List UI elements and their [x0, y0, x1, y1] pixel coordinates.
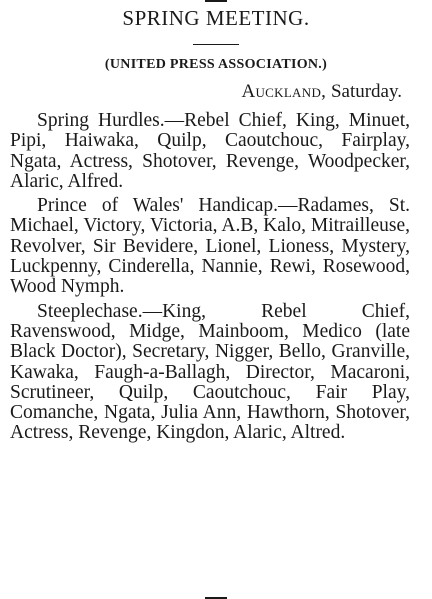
- dateline: [241, 81, 402, 103]
- headline: SPRING MEETING.: [122, 6, 310, 30]
- headline-rule: [193, 44, 239, 45]
- dateline-place: Auckland,: [241, 81, 327, 102]
- top-rule: [205, 0, 227, 2]
- article-body: [10, 111, 410, 448]
- entry-steeplechase: Steeplechase.—King, Rebel Chief, Ravenswood, Midge, Mainboom, Medico (late Black Doctor), Secretary, Nigger, Bello, Granville, Kawaka, Faugh-a-Ballagh, Director, Macaroni, Scrutineer, Quilp, Caoutchouc, Fair Play, Comanche, Ngata, Julia Ann, Hawthorn, Shotover, Actress, Revenge, Kingdon, Alaric, Altred.: [10, 300, 410, 444]
- press-credit: (UNITED PRESS ASSOCIATION.): [104, 57, 328, 72]
- entry-spring-hurdles: Spring Hurdles.—Rebel Chief, King, Minuet, Pipi, Haiwaka, Quilp, Caoutchouc, Fairplay, Ngata, Actress, Shotover, Revenge, Woodpecker, Alaric, Alfred.: [10, 110, 410, 192]
- dateline-day: Saturday.: [330, 81, 402, 102]
- entry-prince-of-wales-handicap: Prince of Wales' Handicap.—Radames, St. Michael, Victory, Victoria, A.B, Kalo, Mitrailleuse, Revolver, Sir Bevidere, Lionel, Lioness, Mystery, Luckpenny, Cinderella, Nannie, Rewi, Rosewood, Wood Nymph.: [10, 195, 410, 298]
